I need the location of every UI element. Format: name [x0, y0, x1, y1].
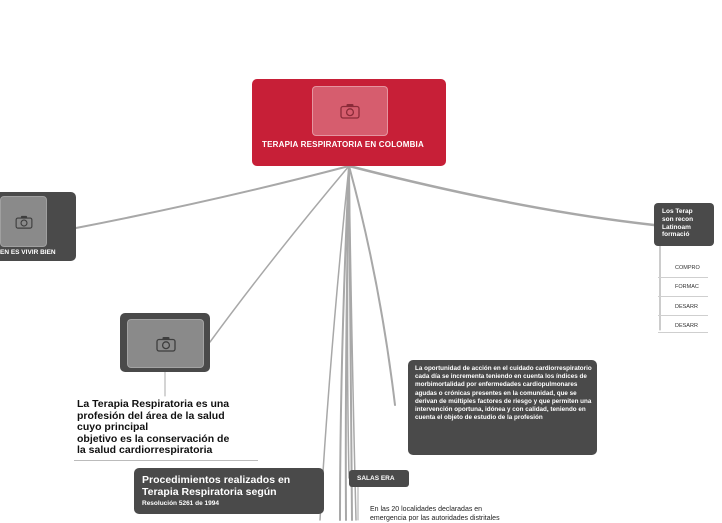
definition-line: profesión del área de la salud [77, 411, 259, 423]
camera-icon [340, 103, 360, 119]
edge-root-to-terapeutas [349, 166, 654, 225]
terapeutas-line: son recon [662, 216, 722, 224]
edge-root-to-procedimientos [320, 166, 349, 520]
edge-root-to-oportunidad [349, 166, 395, 405]
terapeutas-line: Latinoam [662, 224, 722, 232]
definition-line: objetivo es la conservación de [77, 434, 259, 446]
image-placeholder [0, 196, 47, 247]
terapeutas-node[interactable] [654, 203, 714, 246]
oportunidad-node[interactable] [408, 360, 597, 455]
camera-icon [156, 336, 176, 352]
localidades-line: En las 20 localidades declaradas en [370, 506, 560, 515]
image-node[interactable] [120, 313, 210, 372]
subitem-divider [658, 277, 708, 278]
localidades-text[interactable] [370, 506, 560, 523]
vivir-bien-node[interactable] [0, 192, 76, 261]
procedimientos-node[interactable] [134, 468, 324, 514]
terapeutas-subitem[interactable]: DESARR [675, 323, 698, 329]
procedimientos-title: Procedimientos realizados en Terapia Respiratoria según [142, 474, 320, 498]
salas-era-node[interactable] [349, 470, 409, 487]
camera-icon [15, 215, 33, 229]
definition-underline [74, 460, 258, 461]
oportunidad-text: La oportunidad de acción en el cuidado cardiorrespiratorio cada día se incrementa teniendo en cuenta los índices de morbimortalidad por enfermedades cardiopulmonares agudas o crónicas presentes en la comunidad, que se derivan de múltiples factores de riesgo y que permiten una intervención oportuna, idónea y con calidad, teniendo en cuenta el objeto de estudio de la profesión [415, 365, 593, 422]
vivir-bien-label: EN ES VIVIR BIEN [0, 249, 56, 256]
terapeutas-line: Los Terap [662, 208, 722, 216]
image-placeholder [127, 319, 204, 368]
definition-text[interactable] [77, 399, 259, 457]
terapeutas-text [662, 208, 722, 239]
definition-line: cuyo principal [77, 422, 259, 434]
terapeutas-subitem[interactable]: FORMAC [675, 284, 699, 290]
terapeutas-subitem[interactable]: DESARR [675, 304, 698, 310]
subitem-divider [658, 296, 708, 297]
definition-line: La Terapia Respiratoria es una [77, 399, 259, 411]
subitem-divider [658, 332, 708, 333]
image-placeholder [312, 86, 388, 136]
salas-era-label: SALAS ERA [357, 475, 395, 482]
root-node[interactable] [252, 79, 446, 166]
subitem-divider [658, 315, 708, 316]
terapeutas-line: formació [662, 231, 722, 239]
edge-root-to-vivir [76, 166, 349, 228]
localidades-line: emergencia por las autoridades distritales [370, 515, 560, 523]
edge-root-to-image-node [210, 166, 349, 342]
terapeutas-subitem[interactable]: COMPRO [675, 265, 700, 271]
root-title: TERAPIA RESPIRATORIA EN COLOMBIA [262, 139, 437, 150]
definition-line: la salud cardiorrespiratoria [77, 445, 259, 457]
procedimientos-subtitle: Resolución 5261 de 1994 [142, 500, 219, 507]
